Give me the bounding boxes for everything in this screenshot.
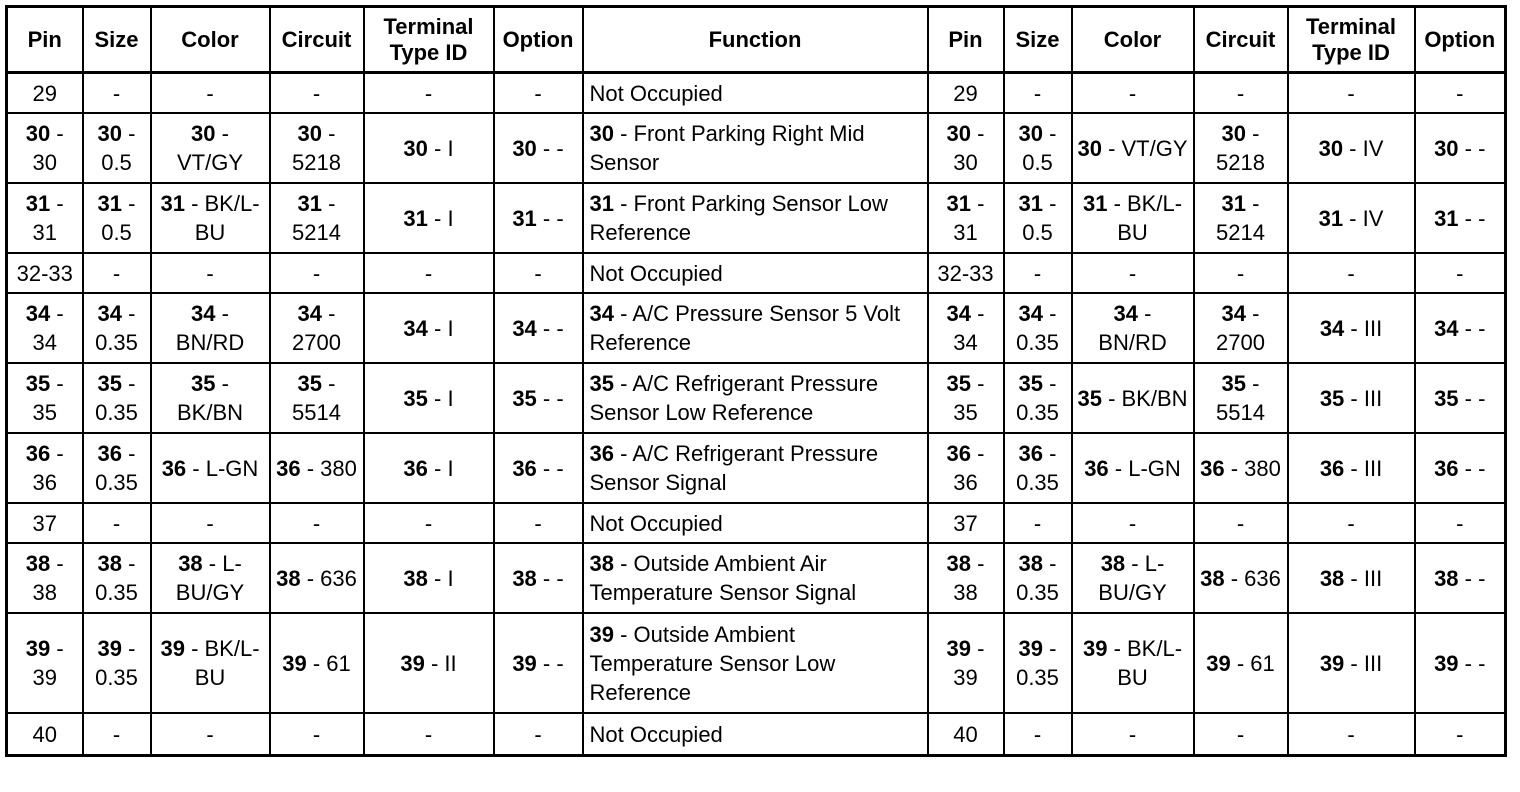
- cell-option: 34 - -: [494, 293, 583, 363]
- cell-circuit-2: 31 - 5214: [1194, 183, 1288, 253]
- cell-color: 34 - BN/RD: [151, 293, 270, 363]
- cell-option: 31 - -: [494, 183, 583, 253]
- cell-size: -: [83, 713, 151, 756]
- cell-terminal-type-id-2: 39 - III: [1288, 613, 1415, 713]
- cell-color-2: 38 - L-BU/GY: [1072, 543, 1194, 613]
- cell-circuit-2: 35 - 5514: [1194, 363, 1288, 433]
- pinout-table-wrapper: [5, 5, 1507, 757]
- cell-pin-2: 30 - 30: [928, 113, 1004, 183]
- cell-terminal-type-id: 39 - II: [364, 613, 494, 713]
- table-row: [7, 613, 1506, 713]
- cell-option: 39 - -: [494, 613, 583, 713]
- cell-color: -: [151, 713, 270, 756]
- cell-function: 30 - Front Parking Right Mid Sensor: [583, 113, 928, 183]
- cell-size: -: [83, 73, 151, 114]
- cell-pin: 38 - 38: [7, 543, 83, 613]
- cell-pin: 31 - 31: [7, 183, 83, 253]
- cell-option-2: 31 - -: [1415, 183, 1506, 253]
- header-circuit-2: Circuit: [1194, 7, 1288, 73]
- cell-pin-2: 37: [928, 503, 1004, 543]
- cell-circuit-2: -: [1194, 713, 1288, 756]
- cell-option: -: [494, 713, 583, 756]
- cell-color-2: 34 - BN/RD: [1072, 293, 1194, 363]
- cell-pin-2: 32-33: [928, 253, 1004, 293]
- cell-pin: 32-33: [7, 253, 83, 293]
- cell-color: 30 - VT/GY: [151, 113, 270, 183]
- cell-circuit: 31 - 5214: [270, 183, 364, 253]
- cell-option-2: 34 - -: [1415, 293, 1506, 363]
- cell-option: 30 - -: [494, 113, 583, 183]
- cell-size-2: -: [1004, 253, 1072, 293]
- header-size-2: Size: [1004, 7, 1072, 73]
- cell-terminal-type-id: -: [364, 503, 494, 543]
- cell-color-2: -: [1072, 503, 1194, 543]
- cell-circuit-2: 36 - 380: [1194, 433, 1288, 503]
- cell-size-2: 35 - 0.35: [1004, 363, 1072, 433]
- cell-circuit-2: 30 - 5218: [1194, 113, 1288, 183]
- cell-option-2: -: [1415, 713, 1506, 756]
- cell-function: Not Occupied: [583, 503, 928, 543]
- cell-terminal-type-id-2: -: [1288, 503, 1415, 543]
- cell-circuit: -: [270, 73, 364, 114]
- connector-pinout-table: [5, 5, 1507, 757]
- cell-circuit: 35 - 5514: [270, 363, 364, 433]
- cell-pin-2: 31 - 31: [928, 183, 1004, 253]
- cell-pin: 36 - 36: [7, 433, 83, 503]
- cell-option: -: [494, 73, 583, 114]
- header-circuit: Circuit: [270, 7, 364, 73]
- cell-circuit-2: 34 - 2700: [1194, 293, 1288, 363]
- table-row: [7, 433, 1506, 503]
- cell-color: 38 - L-BU/GY: [151, 543, 270, 613]
- cell-option-2: 30 - -: [1415, 113, 1506, 183]
- cell-terminal-type-id: 36 - I: [364, 433, 494, 503]
- cell-circuit-2: -: [1194, 253, 1288, 293]
- cell-pin: 34 - 34: [7, 293, 83, 363]
- header-row: [7, 7, 1506, 73]
- cell-circuit: 39 - 61: [270, 613, 364, 713]
- cell-pin: 37: [7, 503, 83, 543]
- cell-option: -: [494, 253, 583, 293]
- cell-size-2: 39 - 0.35: [1004, 613, 1072, 713]
- cell-option: 35 - -: [494, 363, 583, 433]
- cell-color-2: 30 - VT/GY: [1072, 113, 1194, 183]
- cell-circuit: -: [270, 713, 364, 756]
- cell-size: 34 - 0.35: [83, 293, 151, 363]
- cell-pin-2: 29: [928, 73, 1004, 114]
- cell-color: 35 - BK/BN: [151, 363, 270, 433]
- cell-option: 36 - -: [494, 433, 583, 503]
- cell-function: 38 - Outside Ambient Air Temperature Sensor Signal: [583, 543, 928, 613]
- cell-option-2: 38 - -: [1415, 543, 1506, 613]
- cell-color-2: 31 - BK/L-BU: [1072, 183, 1194, 253]
- cell-terminal-type-id-2: 34 - III: [1288, 293, 1415, 363]
- cell-terminal-type-id: 38 - I: [364, 543, 494, 613]
- cell-option-2: 39 - -: [1415, 613, 1506, 713]
- cell-color: -: [151, 503, 270, 543]
- cell-size: 35 - 0.35: [83, 363, 151, 433]
- cell-circuit-2: -: [1194, 503, 1288, 543]
- cell-terminal-type-id: -: [364, 253, 494, 293]
- cell-circuit: -: [270, 503, 364, 543]
- cell-option-2: -: [1415, 253, 1506, 293]
- cell-color-2: -: [1072, 253, 1194, 293]
- table-row: [7, 293, 1506, 363]
- cell-pin: 40: [7, 713, 83, 756]
- cell-terminal-type-id: 34 - I: [364, 293, 494, 363]
- cell-pin-2: 35 - 35: [928, 363, 1004, 433]
- cell-size-2: 38 - 0.35: [1004, 543, 1072, 613]
- cell-option-2: -: [1415, 503, 1506, 543]
- cell-pin: 29: [7, 73, 83, 114]
- cell-color-2: 35 - BK/BN: [1072, 363, 1194, 433]
- cell-pin: 30 - 30: [7, 113, 83, 183]
- cell-function: 34 - A/C Pressure Sensor 5 Volt Reference: [583, 293, 928, 363]
- cell-pin-2: 38 - 38: [928, 543, 1004, 613]
- cell-terminal-type-id-2: 36 - III: [1288, 433, 1415, 503]
- header-terminal-type-id-2: Terminal Type ID: [1288, 7, 1415, 73]
- cell-function: 35 - A/C Refrigerant Pressure Sensor Low Reference: [583, 363, 928, 433]
- cell-circuit: -: [270, 253, 364, 293]
- cell-function: Not Occupied: [583, 73, 928, 114]
- header-pin-2: Pin: [928, 7, 1004, 73]
- table-row: [7, 363, 1506, 433]
- cell-size-2: -: [1004, 713, 1072, 756]
- header-color-2: Color: [1072, 7, 1194, 73]
- cell-function: 36 - A/C Refrigerant Pressure Sensor Signal: [583, 433, 928, 503]
- cell-option-2: 35 - -: [1415, 363, 1506, 433]
- table-body: [7, 73, 1506, 756]
- table-row: [7, 253, 1506, 293]
- cell-terminal-type-id: 35 - I: [364, 363, 494, 433]
- cell-function: 31 - Front Parking Sensor Low Reference: [583, 183, 928, 253]
- cell-terminal-type-id-2: -: [1288, 713, 1415, 756]
- cell-terminal-type-id-2: -: [1288, 253, 1415, 293]
- cell-terminal-type-id-2: 30 - IV: [1288, 113, 1415, 183]
- table-row: [7, 503, 1506, 543]
- cell-terminal-type-id: -: [364, 713, 494, 756]
- cell-color-2: 39 - BK/L-BU: [1072, 613, 1194, 713]
- cell-size-2: -: [1004, 503, 1072, 543]
- cell-color: 39 - BK/L-BU: [151, 613, 270, 713]
- cell-size: -: [83, 503, 151, 543]
- cell-size: 31 - 0.5: [83, 183, 151, 253]
- header-terminal-type-id: Terminal Type ID: [364, 7, 494, 73]
- cell-terminal-type-id: 31 - I: [364, 183, 494, 253]
- cell-size-2: -: [1004, 73, 1072, 114]
- header-option: Option: [494, 7, 583, 73]
- cell-size: -: [83, 253, 151, 293]
- cell-function: 39 - Outside Ambient Temperature Sensor Low Reference: [583, 613, 928, 713]
- cell-size-2: 36 - 0.35: [1004, 433, 1072, 503]
- cell-terminal-type-id-2: 31 - IV: [1288, 183, 1415, 253]
- cell-size: 38 - 0.35: [83, 543, 151, 613]
- cell-function: Not Occupied: [583, 713, 928, 756]
- cell-color: -: [151, 253, 270, 293]
- cell-size-2: 30 - 0.5: [1004, 113, 1072, 183]
- table-row: [7, 543, 1506, 613]
- cell-color-2: -: [1072, 73, 1194, 114]
- cell-option-2: 36 - -: [1415, 433, 1506, 503]
- cell-size-2: 34 - 0.35: [1004, 293, 1072, 363]
- header-pin: Pin: [7, 7, 83, 73]
- cell-terminal-type-id: 30 - I: [364, 113, 494, 183]
- cell-circuit-2: 39 - 61: [1194, 613, 1288, 713]
- cell-function: Not Occupied: [583, 253, 928, 293]
- cell-circuit-2: 38 - 636: [1194, 543, 1288, 613]
- cell-circuit: 30 - 5218: [270, 113, 364, 183]
- table-row: [7, 713, 1506, 756]
- cell-circuit-2: -: [1194, 73, 1288, 114]
- cell-terminal-type-id-2: 35 - III: [1288, 363, 1415, 433]
- cell-pin-2: 39 - 39: [928, 613, 1004, 713]
- cell-size: 39 - 0.35: [83, 613, 151, 713]
- cell-circuit: 34 - 2700: [270, 293, 364, 363]
- table-row: [7, 183, 1506, 253]
- header-option-2: Option: [1415, 7, 1506, 73]
- cell-pin: 39 - 39: [7, 613, 83, 713]
- cell-size: 30 - 0.5: [83, 113, 151, 183]
- cell-option: -: [494, 503, 583, 543]
- cell-color-2: -: [1072, 713, 1194, 756]
- header-function: Function: [583, 7, 928, 73]
- cell-pin-2: 36 - 36: [928, 433, 1004, 503]
- cell-terminal-type-id: -: [364, 73, 494, 114]
- cell-size-2: 31 - 0.5: [1004, 183, 1072, 253]
- cell-terminal-type-id-2: -: [1288, 73, 1415, 114]
- cell-circuit: 38 - 636: [270, 543, 364, 613]
- table-row: [7, 73, 1506, 114]
- cell-size: 36 - 0.35: [83, 433, 151, 503]
- cell-pin-2: 34 - 34: [928, 293, 1004, 363]
- cell-color: -: [151, 73, 270, 114]
- cell-option: 38 - -: [494, 543, 583, 613]
- cell-color-2: 36 - L-GN: [1072, 433, 1194, 503]
- header-size: Size: [83, 7, 151, 73]
- cell-circuit: 36 - 380: [270, 433, 364, 503]
- header-color: Color: [151, 7, 270, 73]
- cell-terminal-type-id-2: 38 - III: [1288, 543, 1415, 613]
- cell-option-2: -: [1415, 73, 1506, 114]
- table-row: [7, 113, 1506, 183]
- cell-pin-2: 40: [928, 713, 1004, 756]
- cell-pin: 35 - 35: [7, 363, 83, 433]
- cell-color: 36 - L-GN: [151, 433, 270, 503]
- cell-color: 31 - BK/L-BU: [151, 183, 270, 253]
